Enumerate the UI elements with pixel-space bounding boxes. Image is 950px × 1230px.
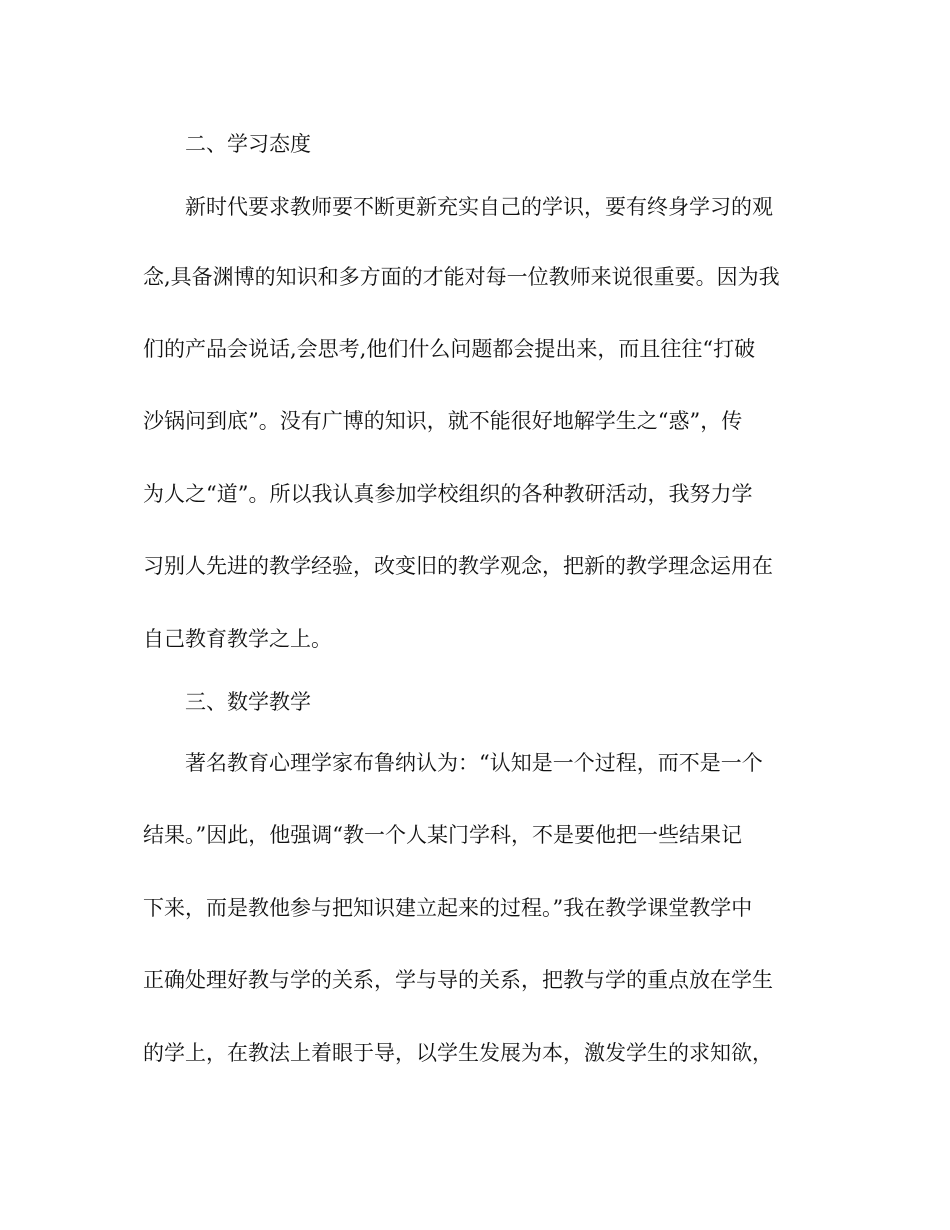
section-heading-math-teaching: 三、数学教学 — [185, 690, 311, 714]
paragraph-line: 为人之“道”。所以我认真参加学校组织的各种教研活动，我努力学 — [143, 482, 753, 506]
paragraph-line: 下来，而是教他参与把知识建立起来的过程。”我在教学课堂教学中 — [143, 896, 753, 920]
paragraph-line: 习别人先进的教学经验，改变旧的教学观念，把新的教学理念运用在 — [143, 554, 773, 578]
paragraph-line: 沙锅问到底”。没有广博的知识，就不能很好地解学生之“惑”，传 — [143, 409, 743, 433]
paragraph-line: 新时代要求教师要不断更新充实自己的学识，要有终身学习的观 — [185, 195, 773, 219]
paragraph-line: 结果。”因此，他强调“教一个人某门学科，不是要他把一些结果记 — [143, 823, 742, 847]
paragraph-line: 著名教育心理学家布鲁纳认为：“认知是一个过程，而不是一个 — [185, 751, 763, 775]
section-heading-learning-attitude: 二、学习态度 — [185, 132, 311, 156]
paragraph-line: 们的产品会说话,会思考,他们什么问题都会提出来，而且往往“打破 — [143, 337, 756, 361]
paragraph-line: 的学上，在教法上着眼于导，以学生发展为本，激发学生的求知欲， — [143, 1041, 773, 1065]
paragraph-line: 自己教育教学之上。 — [143, 627, 332, 651]
paragraph-line: 念,具备渊博的知识和多方面的才能对每一位教师来说很重要。因为我 — [143, 265, 780, 289]
paragraph-line: 正确处理好教与学的关系，学与导的关系，把教与学的重点放在学生 — [143, 968, 773, 992]
